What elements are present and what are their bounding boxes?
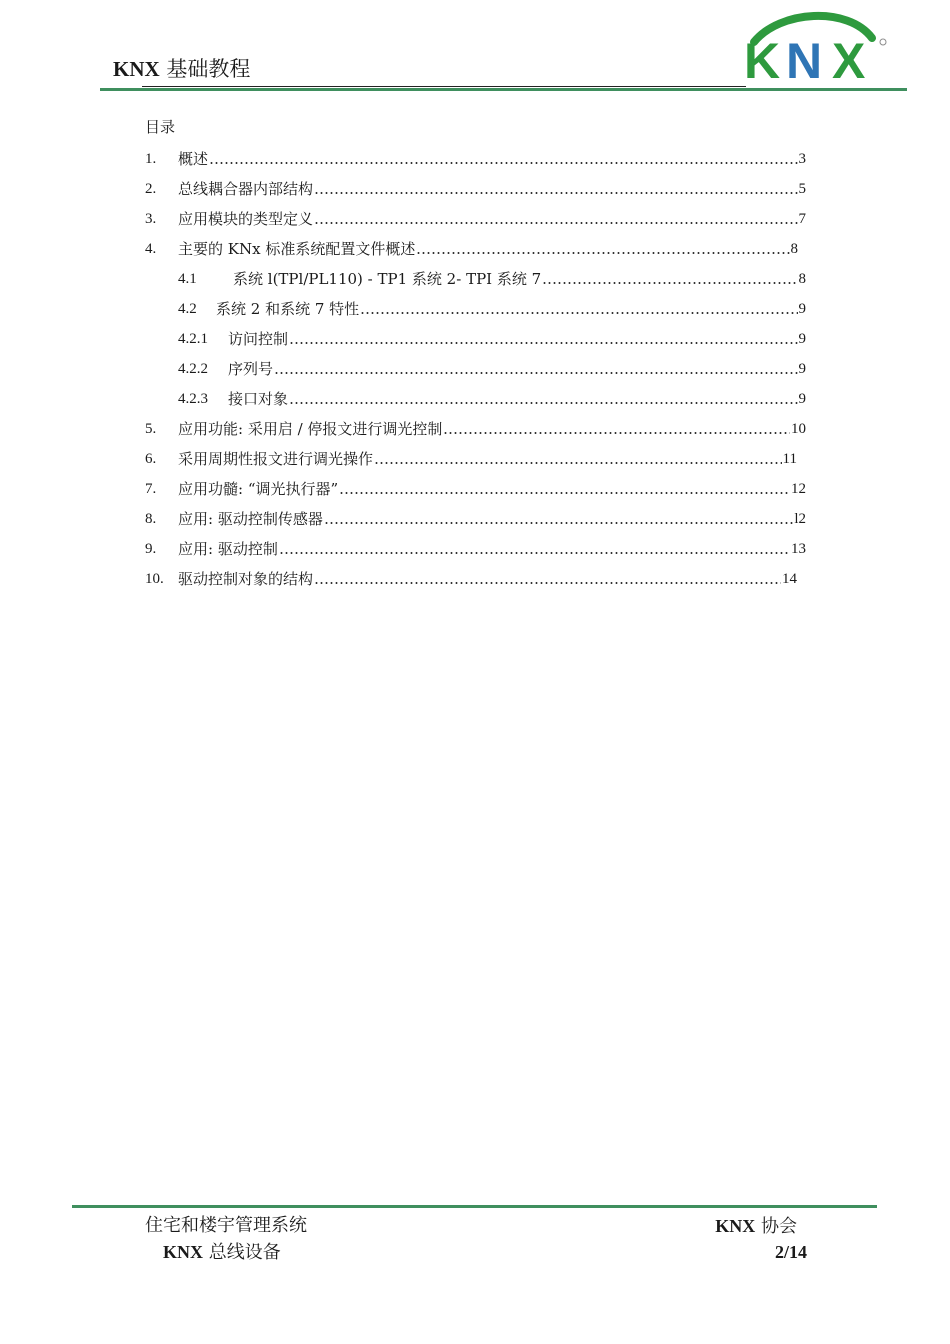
toc-entry[interactable] <box>178 357 806 379</box>
toc-entry-page: 13 <box>791 541 806 557</box>
toc-leader-dots <box>360 312 797 314</box>
toc-entry-title: 系统 l(TPl/PL110) - TP1 系统 2- TPI 系统 7 <box>233 270 542 288</box>
toc-entry-page: 9 <box>798 361 806 377</box>
footer-organization-text: 协会 <box>761 1216 797 1237</box>
toc-entry-page: 7 <box>798 211 806 227</box>
header-thin-rule <box>142 86 746 87</box>
registered-mark-icon <box>880 39 886 45</box>
toc-entry-page: 3 <box>798 151 806 167</box>
toc-entry-number: 1. <box>145 151 157 167</box>
toc-entry-page: l2 <box>794 511 806 527</box>
title-brand: KNX <box>113 57 160 81</box>
footer-system-name: 住宅和楼宇管理系统 <box>145 1215 307 1236</box>
toc-entry-title: 主要的 KNx 标准系统配置文件概述 <box>178 240 416 258</box>
logo-letter-n: N <box>786 33 823 86</box>
page-number: 2/14 <box>774 1242 807 1262</box>
toc-entry-page: 12 <box>791 481 806 497</box>
toc-entry-number: 4.2 <box>178 301 197 317</box>
toc-entry-title: 系统 2 和系统 7 特性 <box>216 300 360 318</box>
toc-leader-dots <box>443 432 790 434</box>
toc-leader-dots <box>274 372 797 374</box>
toc-entry-title: 驱动控制对象的结构 <box>178 570 314 588</box>
toc-entry-number: 4.1 <box>178 271 197 287</box>
logo-letter-k: K <box>744 33 781 86</box>
footer-subtitle-brand: KNX <box>163 1242 203 1262</box>
toc-entry-page: 9 <box>798 331 806 347</box>
title-text: 基础教程 <box>166 57 251 81</box>
toc-leader-dots <box>314 582 781 584</box>
toc-entry[interactable] <box>145 477 806 499</box>
toc-entry-title: 概述 <box>178 150 209 168</box>
footer-subtitle <box>163 1240 281 1265</box>
toc-entry-number: 5. <box>145 421 157 437</box>
toc-leader-dots <box>314 192 797 194</box>
footer-organization <box>715 1214 797 1239</box>
toc-entry-title: 采用周期性报文进行调光操作 <box>178 450 374 468</box>
toc-entry-number: 3. <box>145 211 157 227</box>
toc-entry[interactable] <box>145 207 806 229</box>
toc-entry-number: 7. <box>145 481 157 497</box>
toc-entry[interactable] <box>145 177 806 199</box>
toc-entry[interactable] <box>178 387 806 409</box>
toc-entry-title: 访问控制 <box>228 330 289 348</box>
toc-entry-page: 9 <box>798 391 806 407</box>
toc-entry[interactable] <box>145 417 806 439</box>
toc-entry-number: 8. <box>145 511 157 527</box>
toc-leader-dots <box>314 222 797 224</box>
toc-entry-page: 5 <box>798 181 806 197</box>
toc-entry[interactable] <box>145 507 806 529</box>
toc-entry[interactable] <box>178 327 806 349</box>
document-title <box>113 55 250 83</box>
toc-entry-page: 11 <box>782 451 797 467</box>
footer-subtitle-text: 总线设备 <box>208 1242 281 1263</box>
toc-entry-title: 总线耦合器内部结构 <box>178 180 314 198</box>
toc-entry[interactable] <box>145 447 797 469</box>
toc-leader-dots <box>209 162 797 164</box>
logo-letter-x: X <box>832 33 866 86</box>
toc-entry-page: 9 <box>798 301 806 317</box>
toc-entry-page: 8 <box>798 271 806 287</box>
toc-leader-dots <box>289 402 797 404</box>
toc-entry-title: 应用功能: 采用启 / 停报文进行调光控制 <box>178 420 443 438</box>
toc-entry-title: 应用模块的类型定义 <box>178 210 314 228</box>
toc-leader-dots <box>542 282 797 284</box>
toc-entry-number: 4.2.2 <box>178 361 208 377</box>
toc-entry-page: 14 <box>782 571 797 587</box>
toc-entry[interactable] <box>145 537 806 559</box>
toc-leader-dots <box>279 552 790 554</box>
toc-entry[interactable] <box>178 297 806 319</box>
toc-leader-dots <box>324 522 794 524</box>
header-green-rule <box>100 88 907 91</box>
toc-entry-page: 10 <box>791 421 806 437</box>
toc-entry-title: 接口对象 <box>228 390 289 408</box>
toc-entry-title: 应用: 驱动控制传感器 <box>178 510 323 528</box>
toc-entry[interactable] <box>145 237 798 259</box>
toc-leader-dots <box>416 252 789 254</box>
toc-entry-number: 4. <box>145 241 157 257</box>
toc-leader-dots <box>289 342 797 344</box>
knx-logo <box>740 8 892 86</box>
toc-entry-title: 序列号 <box>228 360 274 378</box>
toc-entry[interactable] <box>145 567 797 589</box>
toc-entry-number: 6. <box>145 451 157 467</box>
toc-entry-title: 应用功髓: “调光执行器” <box>178 480 339 498</box>
footer-green-rule <box>72 1205 877 1208</box>
toc-leader-dots <box>374 462 782 464</box>
toc-entry-number: 9. <box>145 541 157 557</box>
toc-entry-page: 8 <box>790 241 798 257</box>
toc-entry-number: 2. <box>145 181 157 197</box>
toc-heading: 目录 <box>145 118 176 136</box>
toc-leader-dots <box>339 492 790 494</box>
toc-entry-number: 10. <box>145 571 164 587</box>
toc-entry-number: 4.2.1 <box>178 331 208 347</box>
toc-entry-number: 4.2.3 <box>178 391 208 407</box>
footer-organization-brand: KNX <box>715 1216 756 1236</box>
toc-entry[interactable] <box>178 267 806 289</box>
toc-entry-title: 应用: 驱动控制 <box>178 540 278 558</box>
toc-entry[interactable] <box>145 147 806 169</box>
